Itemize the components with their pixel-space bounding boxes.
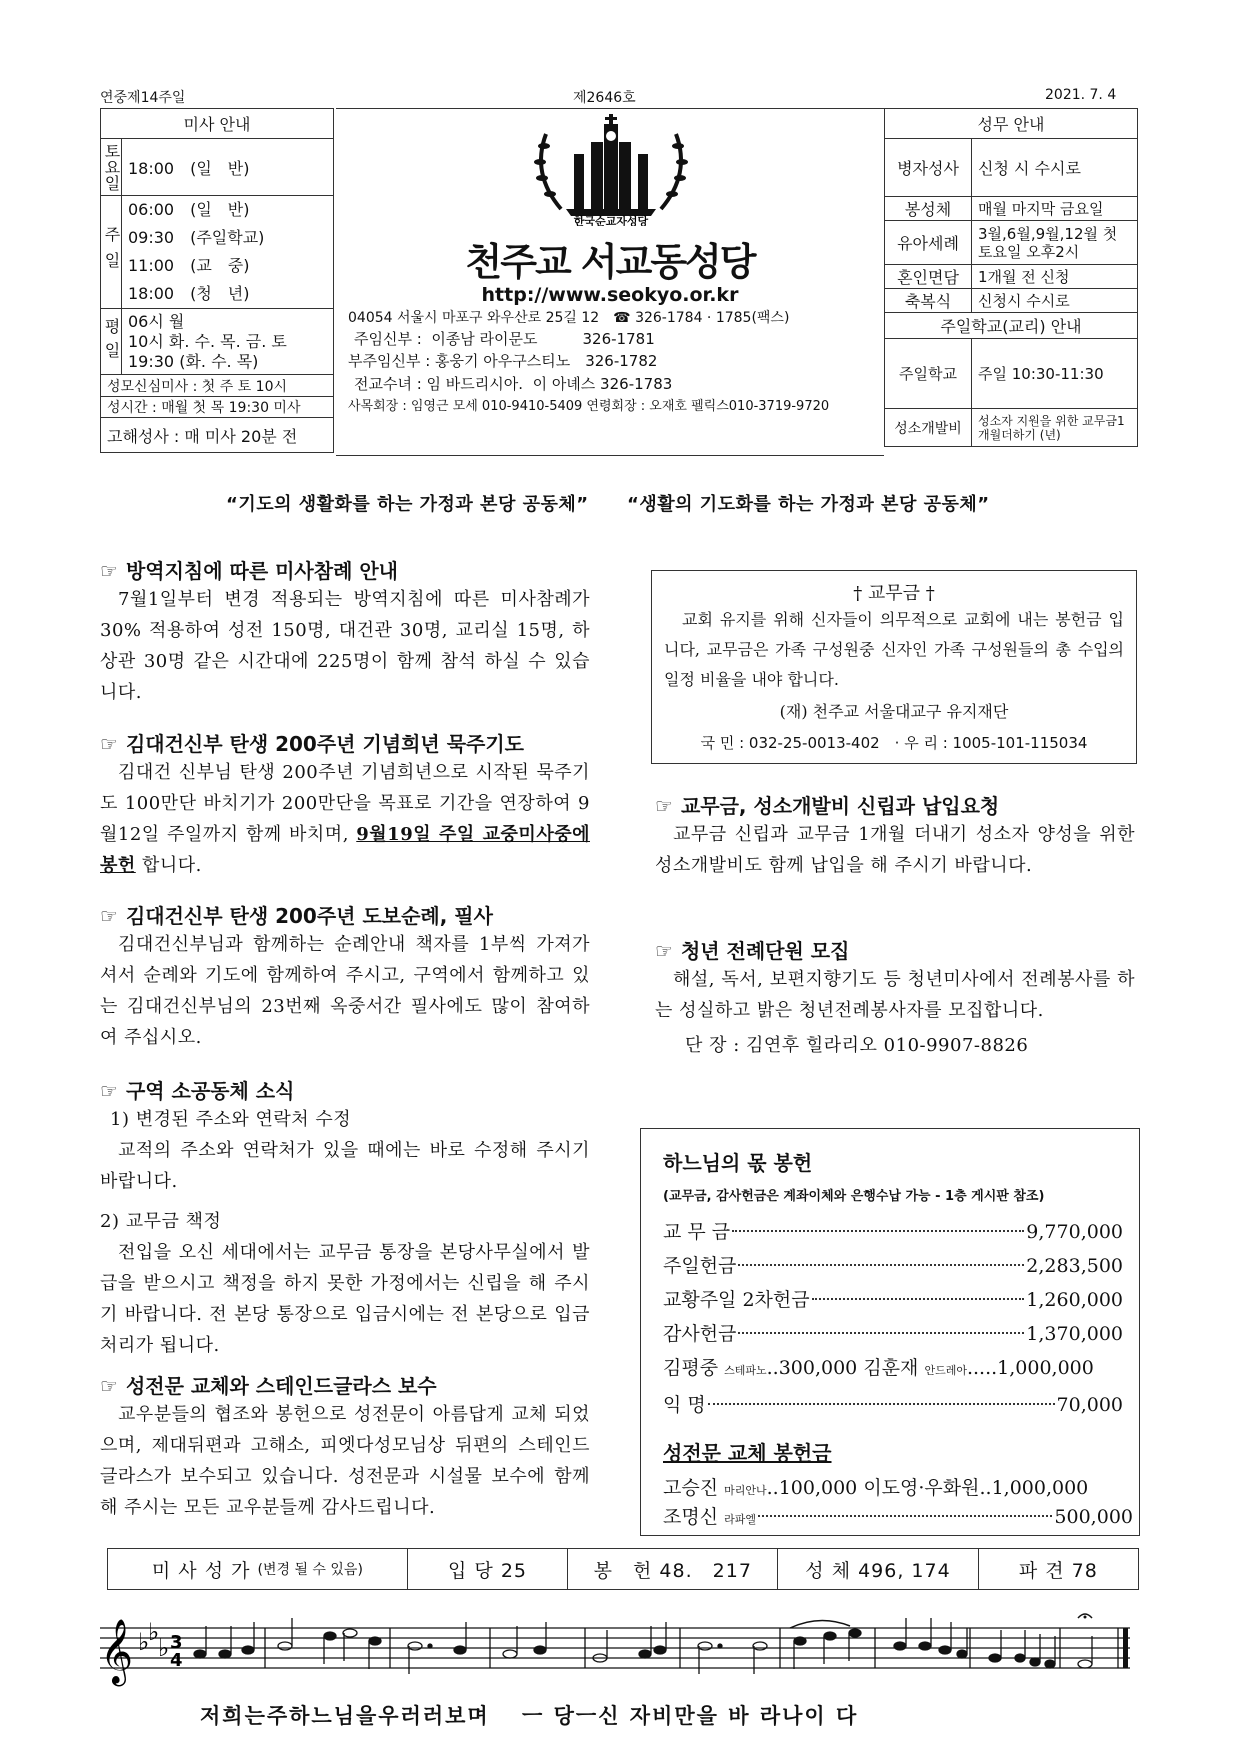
school-value: 주일 10:30-11:30 bbox=[972, 339, 1138, 409]
offering-amount: 1,370,000 bbox=[1026, 1323, 1123, 1345]
donor-baptismal-name: 안드레아 bbox=[924, 1364, 967, 1377]
weekday-time: 06시 월 bbox=[128, 311, 185, 331]
tithe-box bbox=[651, 570, 1137, 764]
door-donor-row bbox=[663, 1504, 1133, 1533]
tithe-body: 교회 유지를 위해 신자들이 의무적으로 교회에 내는 봉헌금 입니다, 교무금은 가족 구성원중 신자인 가족 구성원들의 총 수입의 일정 비율을 내야 합니다. bbox=[664, 610, 1124, 689]
sisters: 전교수녀 : 임 바드리시아. 이 아녜스 326-1783 bbox=[354, 375, 673, 393]
offering-row bbox=[663, 1215, 1123, 1249]
pointing-hand-icon: ☞ bbox=[100, 1079, 118, 1103]
church-address: 04054 서울시 마포구 와우산로 25길 12 ☎ 326-1784 · 1785(팩스) bbox=[348, 310, 790, 326]
offering-amount: 1,260,000 bbox=[1026, 1289, 1123, 1311]
church-logo-icon bbox=[526, 114, 696, 226]
pointing-hand-icon: ☞ bbox=[100, 732, 118, 756]
offerings-title: 하느님의 몫 봉헌 bbox=[663, 1151, 813, 1175]
offering-row bbox=[663, 1249, 1123, 1283]
offering-label: 익 명 bbox=[663, 1394, 706, 1416]
donor-baptismal-name: 스테파노 bbox=[724, 1364, 767, 1377]
section-title: 김대건신부 탄생 200주년 도보순례, 필사 bbox=[125, 904, 493, 928]
vocation-label: 성소개발비 bbox=[885, 409, 972, 447]
offering-label: 주일헌금 bbox=[663, 1255, 737, 1277]
flat-icon: ♭ bbox=[158, 1634, 170, 1662]
treble-clef-icon: 𝄞 bbox=[100, 1619, 134, 1684]
donor-name: 조명신 bbox=[663, 1506, 719, 1528]
door-offering-title: 성전문 교체 봉헌금 bbox=[663, 1441, 832, 1465]
weekday-label: 평일 bbox=[101, 309, 122, 375]
offering-row bbox=[663, 1317, 1123, 1351]
section-pilgrimage bbox=[100, 900, 590, 1053]
donor-name: 이도영·우화원..1,000,000 bbox=[863, 1477, 1089, 1499]
section-title: 교무금, 성소개발비 신립과 납입요청 bbox=[680, 794, 1000, 818]
section-title: 성전문 교체와 스테인드글라스 보수 bbox=[125, 1374, 437, 1398]
sacrament-label: 봉성체 bbox=[885, 197, 972, 221]
weekday-time: 10시 화. 수. 목. 금. 토 bbox=[128, 331, 287, 351]
section-title: 김대건신부 탄생 200주년 기념희년 묵주기도 bbox=[125, 732, 524, 756]
saturday-label: 토요일 bbox=[101, 139, 122, 196]
donor-name: 김훈재 bbox=[863, 1357, 919, 1379]
offering-label: 교 무 금 bbox=[663, 1221, 731, 1243]
section-body: 교적의 주소와 연락처가 있을 때에는 바로 수정해 주시기 바랍니다. bbox=[100, 1140, 590, 1192]
mass-title: 미사 안내 bbox=[101, 109, 334, 139]
section-youth-liturgy bbox=[655, 935, 1135, 1061]
holy-hour: 성시간 : 매월 첫 목 19:30 미사 bbox=[101, 397, 334, 418]
offering-label: 감사헌금 bbox=[663, 1323, 737, 1345]
sacrament-value: 신청시 수시로 bbox=[972, 289, 1138, 313]
sacrament-label: 유아세례 bbox=[885, 221, 972, 265]
issue-number: 제2646호 bbox=[573, 90, 636, 106]
donor-amount: 500,000 bbox=[1054, 1506, 1133, 1528]
donor-row bbox=[663, 1351, 1123, 1388]
sacrament-value: 매월 마지막 금요일 bbox=[972, 197, 1138, 221]
section-body: 전입을 오신 세대에서는 교무금 통장을 본당사무실에서 발급을 받으시고 책정을 하지 못한 가정에서는 신립을 해 주시기 바랍니다. 전 본당 통장으로 입금시에는 전 본당으로 입금 처리가 됩니다. bbox=[100, 1242, 590, 1356]
offering-row bbox=[663, 1283, 1123, 1317]
church-info-panel bbox=[336, 108, 884, 456]
offering-row bbox=[663, 1388, 1123, 1422]
section-body: 김대건 신부님 탄생 200주년 기념희년으로 시작된 묵주기도 100만단 바치기가 200만단을 목표로 기간을 연장하여 9월12일 주일까지 함께 바치며, bbox=[100, 762, 590, 845]
hymn-stats-bar bbox=[107, 1548, 1139, 1590]
section-subtitle: 1) 변경된 주소와 연락처 수정 bbox=[110, 1109, 352, 1130]
slogan-left: “기도의 생활화를 하는 가정과 본당 공동체” bbox=[226, 494, 589, 515]
donor-amount: ..100,000 bbox=[766, 1477, 858, 1499]
sacrament-value: 3월,6월,9월,12월 첫 토요일 오후2시 bbox=[972, 221, 1138, 265]
sacraments-table bbox=[884, 108, 1138, 447]
pointing-hand-icon: ☞ bbox=[655, 939, 673, 963]
offerings-box bbox=[640, 1128, 1140, 1536]
pointing-hand-icon: ☞ bbox=[100, 559, 118, 583]
confession: 고해성사 : 매 미사 20분 전 bbox=[101, 418, 334, 453]
tithe-foundation: (재) 천주교 서울대교구 유지재단 bbox=[779, 702, 1009, 721]
sacrament-value: 1개월 전 신청 bbox=[972, 265, 1138, 289]
flat-icon: ♭ bbox=[138, 1628, 150, 1656]
section-title: 방역지침에 따른 미사참례 안내 bbox=[125, 559, 398, 583]
slogan-right: “생활의 기도화를 하는 가정과 본당 공동체” bbox=[627, 494, 990, 515]
issue-date: 2021. 7. 4 bbox=[1045, 87, 1117, 103]
section-door-repair bbox=[100, 1370, 590, 1523]
section-title: 청년 전례단원 모집 bbox=[680, 939, 850, 963]
time-signature-bottom: 4 bbox=[170, 1650, 183, 1671]
offering-amount: 9,770,000 bbox=[1026, 1221, 1123, 1243]
hymn-label-cell bbox=[108, 1549, 408, 1589]
hymn-lyrics: 저희는주하느님을우러러보며 ㅡ 당ㅡ신 자비만을 바 라나이 다 bbox=[200, 1704, 859, 1728]
council-heads: 사목회장 : 임영근 모세 010-9410-5409 연령회장 : 오재호 펠릭스010-3719-9720 bbox=[348, 399, 830, 414]
youth-contact: 단 장 : 김연후 힐라리오 010-9907-8826 bbox=[685, 1035, 1029, 1056]
donor-baptismal-name: 라파엘 bbox=[724, 1513, 756, 1526]
liturgical-week: 연중제14주일 bbox=[100, 90, 186, 106]
tithe-accounts: 국 민 : 032-25-0013-402 · 우 리 : 1005-101-115034 bbox=[700, 734, 1088, 752]
offerings-note: (교무금, 감사헌금은 계좌이체와 은행수납 가능 - 1층 게시판 참조) bbox=[663, 1189, 1045, 1204]
section-body: 해설, 독서, 보편지향기도 등 청년미사에서 전례봉사를 하는 성실하고 밝은 청년전례봉사자를 모집합니다. bbox=[655, 969, 1135, 1021]
pointing-hand-icon: ☞ bbox=[100, 904, 118, 928]
section-body: 교무금 신립과 교무금 1개월 더내기 성소자 양성을 위한 성소개발비도 함께 납입을 해 주시기 바랍니다. bbox=[655, 824, 1135, 876]
pointing-hand-icon: ☞ bbox=[100, 1374, 118, 1398]
pastor: 주임신부 : 이종남 라이문도 326-1781 bbox=[354, 330, 655, 348]
donor-baptismal-name: 마리안나 bbox=[724, 1484, 767, 1497]
section-body: 김대건신부님과 함께하는 순례안내 책자를 1부씩 가져가셔서 순례와 기도에 함께하여 주시고, 구역에서 함께하고 있는 김대건신부님의 23번째 옥중서간 필사에도 많이 참여하여 주십시오. bbox=[100, 934, 590, 1048]
sunday-time: 09:30 (주일학교) bbox=[128, 228, 265, 247]
section-body: 교우분들의 협조와 봉헌으로 성전문이 아름답게 교체 되었으며, 제대뒤편과 고해소, 피엣다성모님상 뒤편의 스테인드글라스가 보수되고 있습니다. 성전문과 시설물 보수에 함께 해 주시는 모든 교우분들께 감사드립니다. bbox=[100, 1404, 590, 1518]
section-tail: 합니다. bbox=[135, 855, 202, 876]
sacraments-title: 성무 안내 bbox=[885, 109, 1138, 139]
seal-text: 한국순교자성당 bbox=[573, 215, 649, 226]
church-name: 천주교 서교동성당 bbox=[465, 240, 755, 284]
section-title: 구역 소공동체 소식 bbox=[125, 1079, 295, 1103]
sunday-time: 11:00 (교 중) bbox=[128, 256, 250, 275]
section-covid-guidelines bbox=[100, 555, 590, 708]
school-label: 주일학교 bbox=[885, 339, 972, 409]
section-subtitle: 2) 교무금 책정 bbox=[100, 1211, 222, 1232]
section-body: 7월1일부터 변경 적용되는 방역지침에 따른 미사참례가 30% 적용하여 성전 150명, 대건관 30명, 교리실 15명, 하상관 30명 같은 시간대에 225명이 함께 참석 하실 수 있습니다. bbox=[100, 589, 590, 703]
offering-amount: 2,283,500 bbox=[1026, 1255, 1123, 1277]
door-donor-row bbox=[663, 1475, 1133, 1504]
time-signature-top: 3 bbox=[170, 1632, 183, 1653]
offering-label: 교황주일 2차헌금 bbox=[663, 1289, 810, 1311]
offertory-hymn: 봉 헌 48. 217 bbox=[568, 1549, 778, 1589]
church-url[interactable]: http://www.seokyo.or.kr bbox=[481, 284, 739, 306]
donor-amount: ..300,000 bbox=[766, 1357, 858, 1379]
sacrament-label: 혼인면담 bbox=[885, 265, 972, 289]
entrance-hymn: 입 당 25 bbox=[408, 1549, 568, 1589]
dismissal-hymn: 파 견 78 bbox=[1018, 1559, 1098, 1582]
section-tithe-request bbox=[655, 790, 1135, 881]
section-highlight: 9월19일 주일 교중미사중에 봉헌 bbox=[100, 824, 590, 876]
mass-schedule-table bbox=[100, 108, 334, 453]
sunday-label: 주일 bbox=[101, 196, 122, 309]
communion-hymn: 성 체 496, 174 bbox=[778, 1549, 978, 1589]
offering-amount: 70,000 bbox=[1056, 1394, 1123, 1416]
sacrament-label: 병자성사 bbox=[885, 139, 972, 197]
donor-name: 고승진 bbox=[663, 1477, 719, 1499]
section-rosary bbox=[100, 728, 590, 881]
hymn-label: 미 사 성 가 bbox=[151, 1559, 251, 1582]
pointing-hand-icon: ☞ bbox=[655, 794, 673, 818]
flat-icon: ♭ bbox=[148, 1618, 160, 1646]
vocation-value: 성소자 지원을 위한 교무금1개월더하기 (년) bbox=[972, 409, 1138, 447]
sacrament-value: 신청 시 수시로 bbox=[972, 139, 1138, 197]
section-community-news bbox=[100, 1075, 590, 1361]
hymn-note: (변경 될 수 있음) bbox=[257, 1562, 363, 1578]
school-title: 주일학교(교리) 안내 bbox=[885, 313, 1138, 339]
holy-mother-mass: 성모신심미사 : 첫 주 토 10시 bbox=[101, 375, 334, 397]
sunday-time: 06:00 (일 반) bbox=[128, 200, 250, 219]
donor-name: 김평중 bbox=[663, 1357, 719, 1379]
tithe-title: † 교무금 † bbox=[853, 583, 935, 604]
saturday-time: 18:00 (일 반) bbox=[122, 139, 334, 196]
donor-amount: .....1,000,000 bbox=[966, 1357, 1094, 1379]
sunday-time: 18:00 (청 년) bbox=[128, 284, 250, 303]
assistant-pastor: 부주임신부 : 홍웅기 아우구스티노 326-1782 bbox=[348, 352, 658, 370]
weekday-time: 19:30 (화. 수. 목) bbox=[128, 351, 259, 371]
sacrament-label: 축복식 bbox=[885, 289, 972, 313]
music-staff bbox=[100, 1608, 1140, 1696]
